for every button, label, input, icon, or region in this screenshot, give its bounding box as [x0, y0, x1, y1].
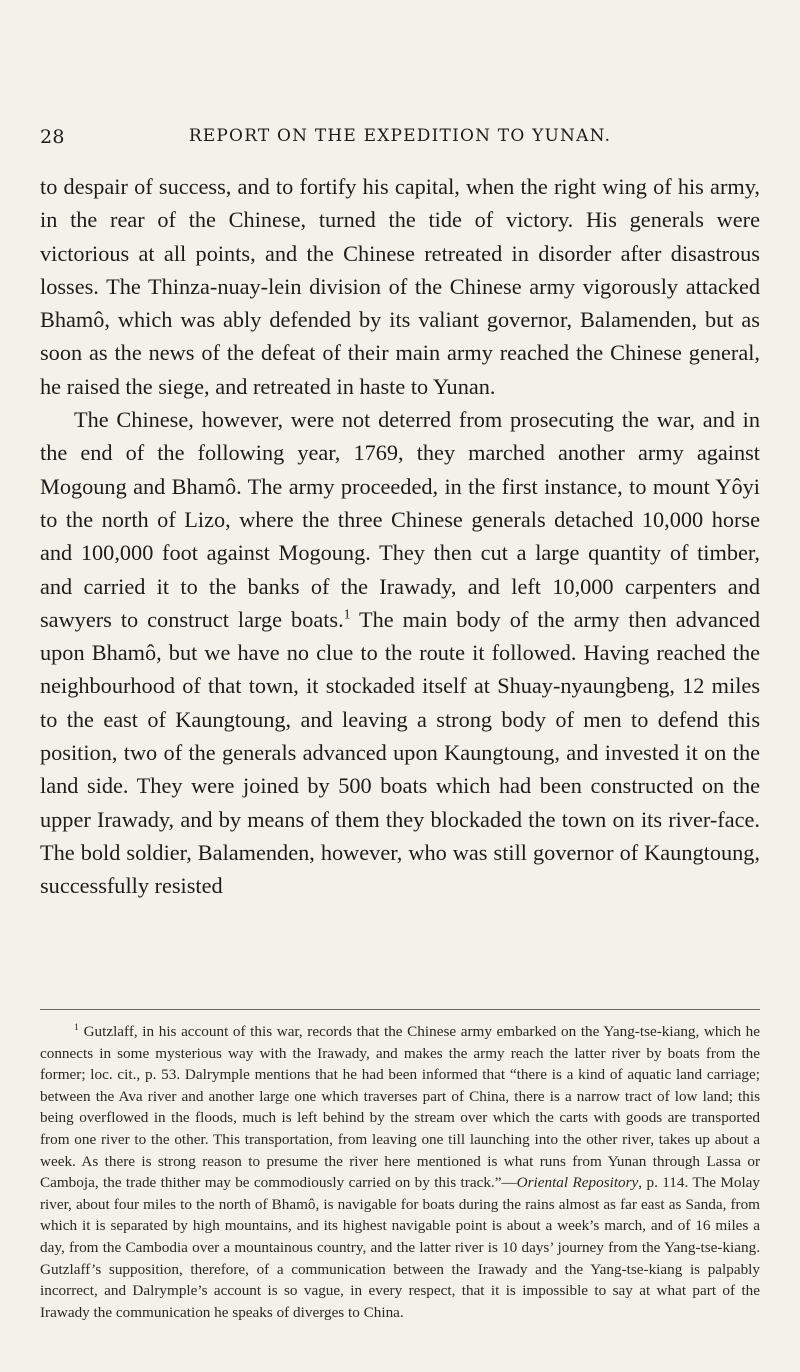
- paragraph-2-part-1: The Chinese, however, were not deterred from prosecuting the war, and in the end of the following year, 1769, they marched another army against Mogoung and Bhamô. The army proceeded, in the first instance, to mount Yôyi to the north of Lizo, where the three Chinese generals detached 10,000 horse and 100,000 foot against Mogoung. They then cut a large quantity of timber, and carried it to the banks of the Irawady, and left 10,000 carpenters and sawyers to construct large boats.: [40, 407, 760, 632]
- paragraph-2: [40, 403, 760, 902]
- paragraph-1: to despair of success, and to fortify his capital, when the right wing of his army, in the rear of the Chinese, turned the tide of victory. His generals were victorious at all points, and the Chinese retreated in disorder after disastrous losses. The Thinza-nuay-lein division of the Chinese army vigorously attacked Bhamô, which was ably defended by its valiant governor, Balamenden, but as soon as the news of the defeat of their main army reached the Chinese general, he raised the siege, and retreated in haste to Yunan.: [40, 174, 760, 399]
- running-title: REPORT ON THE EXPEDITION TO YUNAN.: [188, 126, 612, 146]
- footnote-part-1: Gutzlaff, in his account of this war, records that the Chinese army embarked on the Yang-tse-kiang, which he connects in some mysterious way with the Irawady, and makes the army reach the latter river by boats from the former; loc. cit., p. 53. Dalrymple mentions that he had been informed that “there is a kind of aquatic land carriage; between the Ava river and another large one which traverses part of China, there is a narrow tract of low land; this being overflowed in the floods, much is left behind by the stream over which the carts with goods are transported from one river to the other. This transportation, from leaving one till launching into the other river, takes up about a week. As there is strong reason to presume the river here mentioned is what runs from Yunan through Lassa or Camboja, the trade thither may be commodiously carried on by this track.”—: [40, 1023, 761, 1192]
- cited-work-title: Oriental Repository: [516, 1174, 639, 1192]
- paragraph-2-part-2: The main body of the army then advanced upon Bhamô, but we have no clue to the route it followed. Having reached the neighbourhood of that town, it stockaded itself at Shuay-nyaungbeng, 12 miles to the east of Kaungtoung, and leaving a strong body of men to defend this position, two of the generals advanced upon Kaungtoung, and invested it on the land side. They were joined by 500 boats which had been constructed on the upper Irawady, and by means of them they blockaded the town on its river-face. The bold soldier, Balamenden, however, who was still governor of Kaungtoung, successfully resisted: [40, 606, 760, 899]
- footnote: [40, 1021, 760, 1323]
- footnote-marker: 1: [74, 1021, 79, 1033]
- footnote-text: [40, 1021, 760, 1323]
- page-number: 28: [40, 126, 65, 148]
- footnote-part-2: , p. 114. The Molay river, about four miles to the north of Bhamô, is navigable for boats during the rains almost as far east as Sanda, from which it is separated by high mountains, and its highest navigable point is about a week’s march, and of 16 miles a day, from the Cambodia over a mountainous country, and the latter river is 10 days’ journey from the Yang-tse-kiang. Gutzlaff’s supposition, therefore, of a communication between the Irawady and the Yang-tse-kiang is palpably incorrect, and Dalrymple’s account is so vague, in every respect, that it is impossible to say at what part of the Irawady the communication he speaks of diverges to China.: [40, 1174, 760, 1321]
- main-text: [40, 170, 760, 903]
- footnote-divider: [40, 1009, 760, 1010]
- footnote-reference: 1: [343, 606, 351, 622]
